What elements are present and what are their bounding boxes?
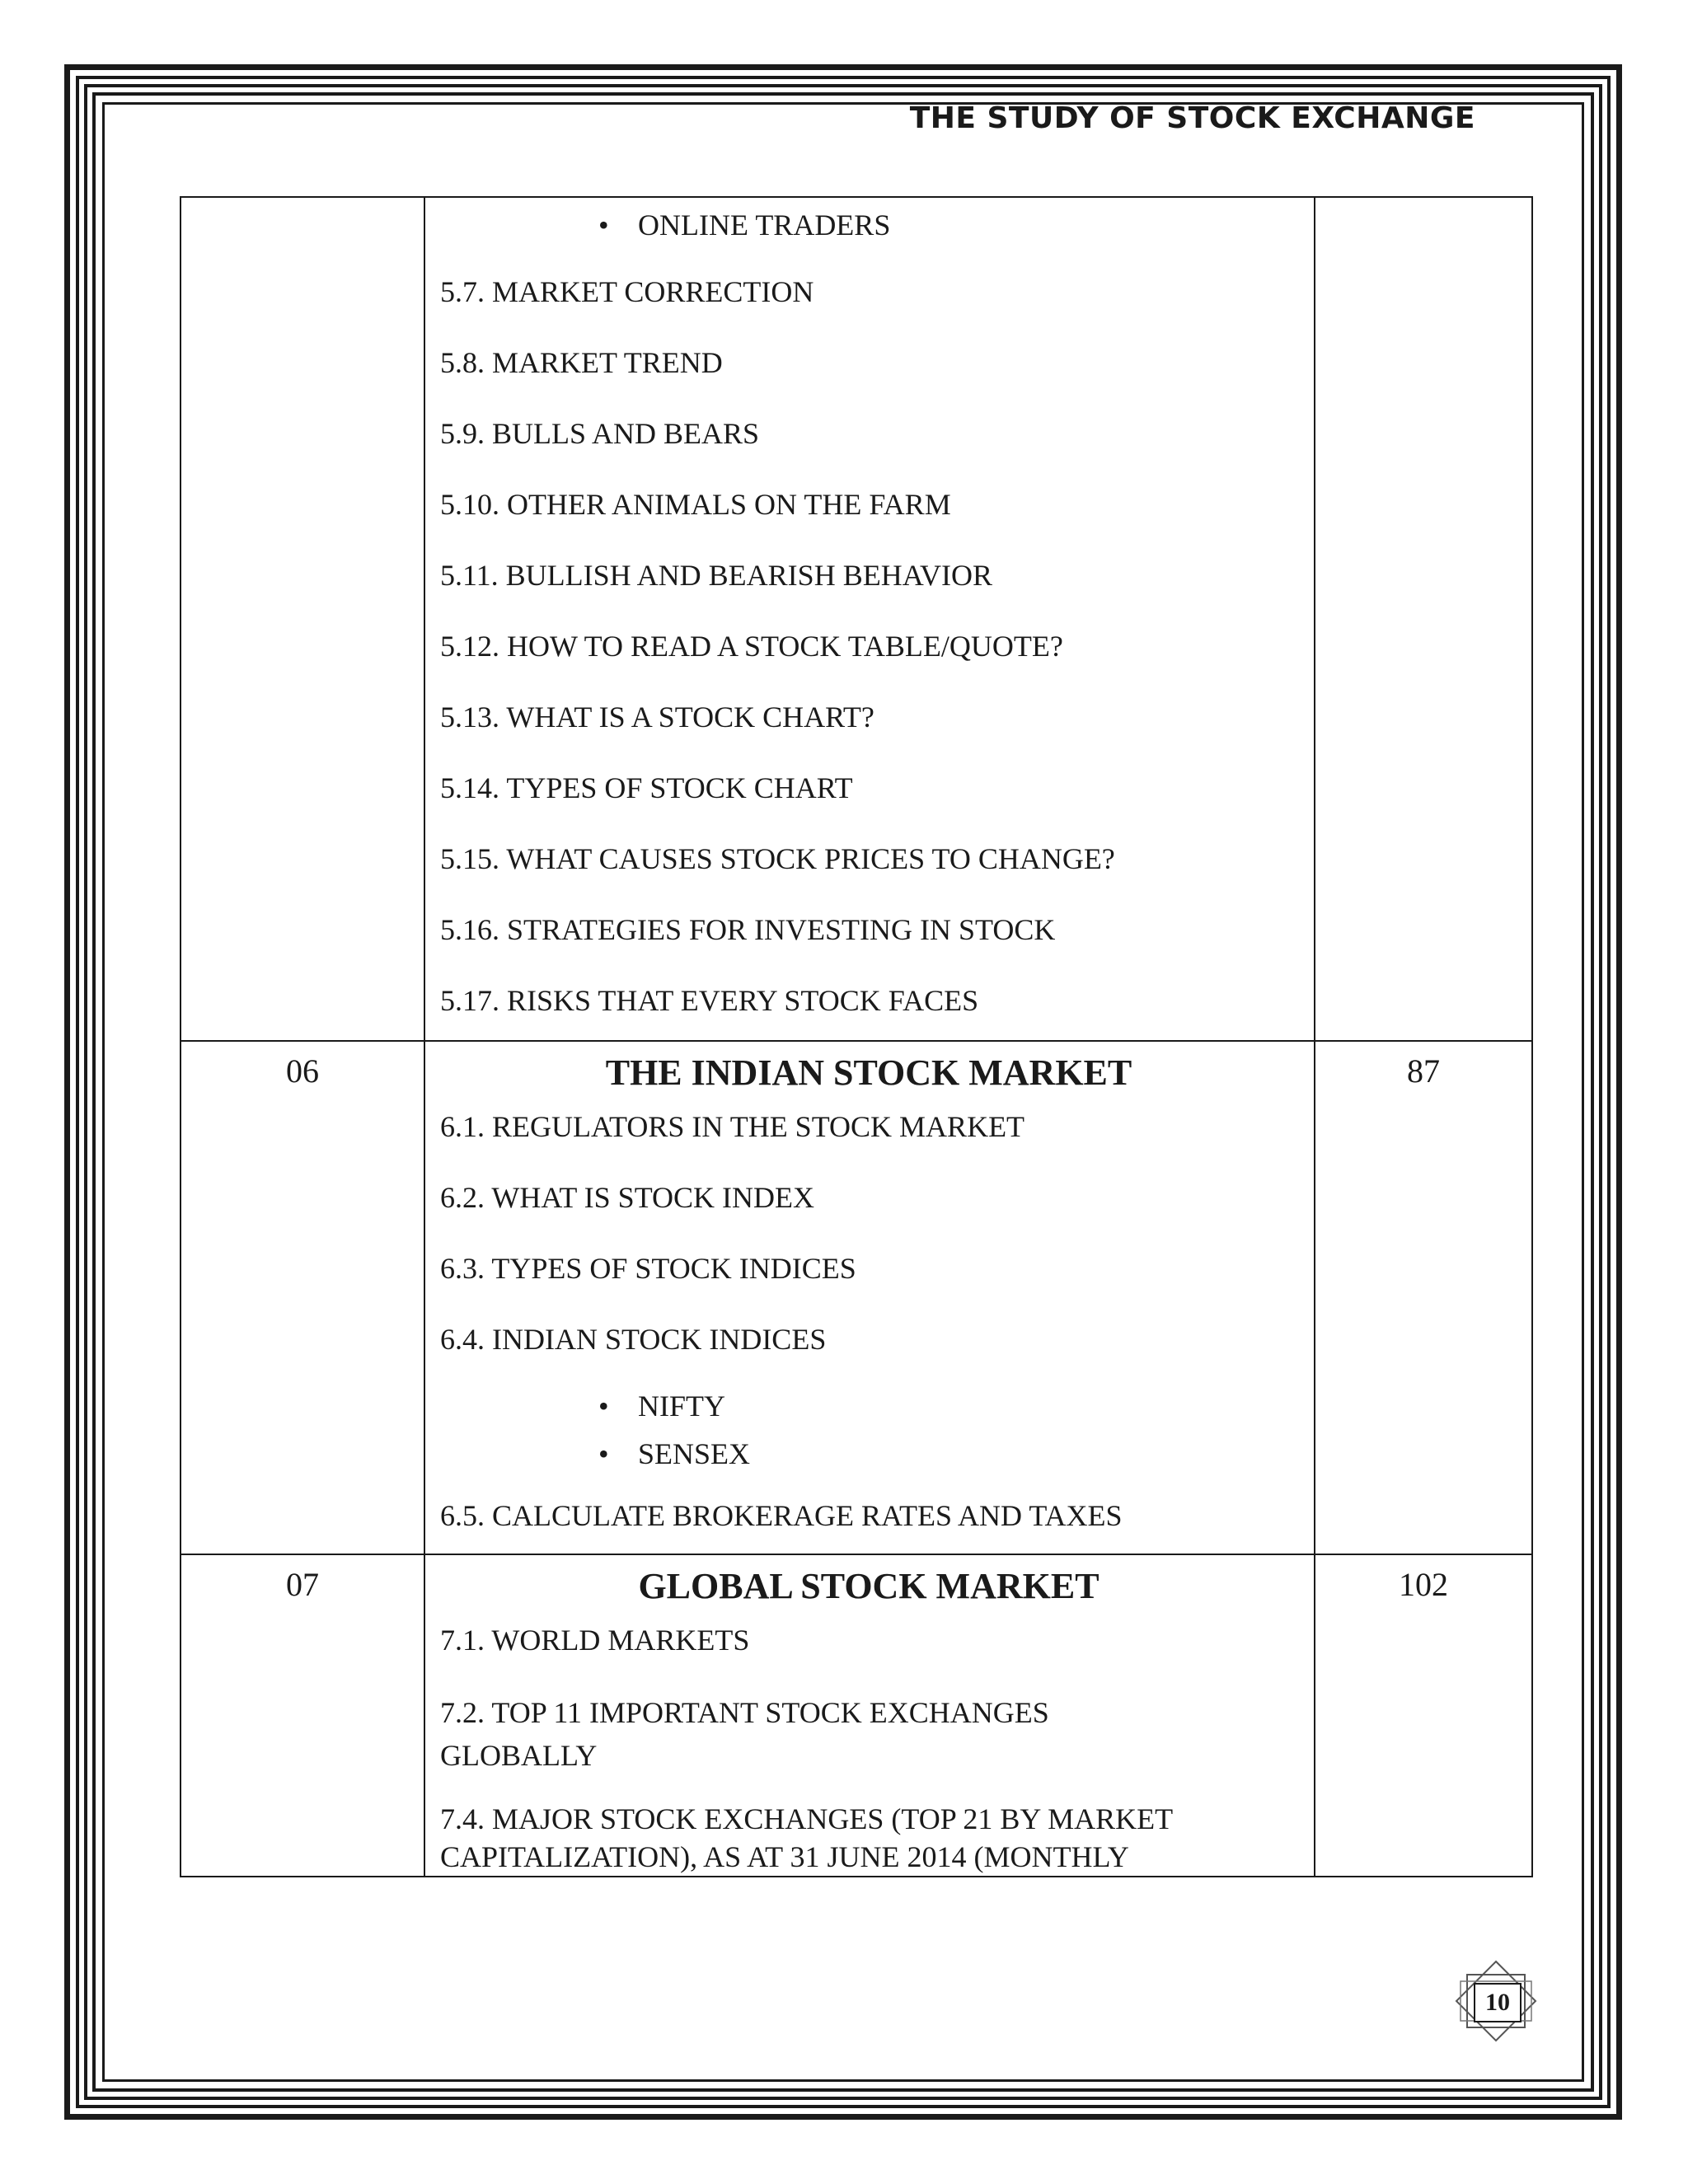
bullet-icon: • — [598, 1437, 609, 1470]
page-number: 102 — [1315, 1554, 1532, 1877]
list-item: 5.10. OTHER ANIMALS ON THE FARM — [440, 488, 951, 521]
list-item: 5.15. WHAT CAUSES STOCK PRICES TO CHANGE? — [440, 842, 1115, 875]
chapter-topics — [424, 1041, 1315, 1554]
list-item: 5.7. MARKET CORRECTION — [440, 275, 814, 308]
list-item: • NIFTY — [440, 1382, 1297, 1430]
list-item: 6.4. INDIAN STOCK INDICES — [440, 1323, 827, 1356]
list-item: 5.14. TYPES OF STOCK CHART — [440, 771, 853, 804]
chapter-title: THE INDIAN STOCK MARKET — [605, 1052, 1132, 1093]
bullet-icon: • — [598, 209, 609, 241]
chapter-title: GLOBAL STOCK MARKET — [638, 1566, 1100, 1606]
list-item: 6.1. REGULATORS IN THE STOCK MARKET — [440, 1110, 1025, 1143]
table-row — [181, 1041, 1532, 1554]
contents-table — [180, 196, 1533, 1877]
page-number-label: 10 — [1474, 1983, 1522, 2022]
chapter-number: 07 — [181, 1554, 424, 1877]
list-item: 5.16. STRATEGIES FOR INVESTING IN STOCK — [440, 913, 1056, 946]
list-item: 7.1. WORLD MARKETS — [440, 1624, 750, 1657]
list-item: 5.11. BULLISH AND BEARISH BEHAVIOR — [440, 559, 993, 592]
list-item: 6.3. TYPES OF STOCK INDICES — [440, 1252, 856, 1285]
list-item: 5.13. WHAT IS A STOCK CHART? — [440, 701, 874, 733]
running-header: THE STUDY OF STOCK EXCHANGE — [909, 101, 1475, 135]
list-item: • ONLINE TRADERS — [440, 201, 1297, 249]
list-item: 7.4. MAJOR STOCK EXCHANGES (TOP 21 BY MARKET CAPITALIZATION), AS AT 31 JUNE 2014 (MONTHLY — [440, 1802, 1173, 1873]
table-row — [181, 1554, 1532, 1877]
chapter-number — [181, 197, 424, 1041]
page-number — [1315, 197, 1532, 1041]
list-item: 7.2. TOP 11 IMPORTANT STOCK EXCHANGES GLOBALLY — [440, 1696, 1049, 1772]
list-item: 5.8. MARKET TREND — [440, 346, 723, 379]
list-item: 5.17. RISKS THAT EVERY STOCK FACES — [440, 984, 979, 1017]
page-number: 87 — [1315, 1041, 1532, 1554]
chapter-topics — [424, 197, 1315, 1041]
list-item: 6.2. WHAT IS STOCK INDEX — [440, 1181, 815, 1214]
list-item: 5.9. BULLS AND BEARS — [440, 417, 760, 450]
list-item: 6.5. CALCULATE BROKERAGE RATES AND TAXES — [440, 1499, 1123, 1532]
list-item: 5.12. HOW TO READ A STOCK TABLE/QUOTE? — [440, 630, 1063, 663]
bullet-icon: • — [598, 1390, 609, 1422]
chapter-topics — [424, 1554, 1315, 1877]
page-number-badge — [1452, 1960, 1540, 2042]
list-item: • SENSEX — [440, 1430, 1297, 1478]
chapter-number: 06 — [181, 1041, 424, 1554]
table-row — [181, 197, 1532, 1041]
